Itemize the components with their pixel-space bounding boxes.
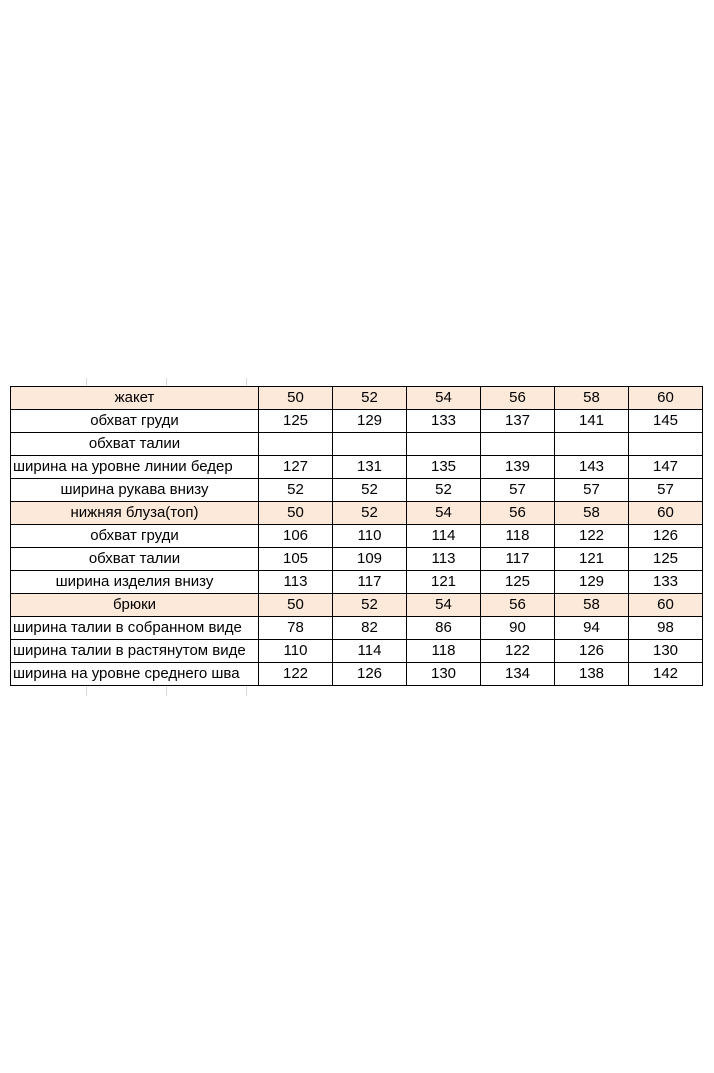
size-header-cell: 58 bbox=[555, 502, 629, 525]
size-header-cell: 58 bbox=[555, 387, 629, 410]
value-cell: 86 bbox=[407, 617, 481, 640]
value-cell: 137 bbox=[481, 410, 555, 433]
size-header-cell: 60 bbox=[629, 594, 703, 617]
section-title-cell: брюки bbox=[11, 594, 259, 617]
value-cell: 134 bbox=[481, 663, 555, 686]
value-cell: 117 bbox=[333, 571, 407, 594]
value-cell: 114 bbox=[407, 525, 481, 548]
value-cell: 125 bbox=[259, 410, 333, 433]
value-cell: 138 bbox=[555, 663, 629, 686]
table-row bbox=[11, 433, 703, 456]
table-row bbox=[11, 410, 703, 433]
value-cell: 125 bbox=[481, 571, 555, 594]
measurement-name-cell: обхват груди bbox=[11, 525, 259, 548]
value-cell: 129 bbox=[333, 410, 407, 433]
size-header-cell: 54 bbox=[407, 502, 481, 525]
value-cell bbox=[555, 433, 629, 456]
value-cell: 52 bbox=[407, 479, 481, 502]
value-cell: 133 bbox=[407, 410, 481, 433]
value-cell: 126 bbox=[629, 525, 703, 548]
size-header-cell: 54 bbox=[407, 594, 481, 617]
value-cell: 113 bbox=[259, 571, 333, 594]
measurement-name-cell: ширина на уровне линии бедер bbox=[11, 456, 259, 479]
measurement-name-cell: обхват талии bbox=[11, 433, 259, 456]
value-cell: 78 bbox=[259, 617, 333, 640]
size-header-cell: 60 bbox=[629, 387, 703, 410]
value-cell bbox=[407, 433, 481, 456]
table-row bbox=[11, 640, 703, 663]
value-cell: 126 bbox=[333, 663, 407, 686]
size-header-cell: 54 bbox=[407, 387, 481, 410]
value-cell: 127 bbox=[259, 456, 333, 479]
table-row bbox=[11, 525, 703, 548]
value-cell: 106 bbox=[259, 525, 333, 548]
value-cell bbox=[333, 433, 407, 456]
value-cell: 98 bbox=[629, 617, 703, 640]
value-cell: 105 bbox=[259, 548, 333, 571]
section-title-cell: нижняя блуза(топ) bbox=[11, 502, 259, 525]
value-cell: 121 bbox=[555, 548, 629, 571]
value-cell: 135 bbox=[407, 456, 481, 479]
spreadsheet-region bbox=[10, 378, 714, 696]
value-cell: 94 bbox=[555, 617, 629, 640]
table-row bbox=[11, 663, 703, 686]
size-chart-table bbox=[10, 386, 703, 686]
gridline-stub bbox=[246, 378, 247, 386]
gridline-stub bbox=[246, 686, 247, 696]
gridline-stub bbox=[86, 378, 87, 386]
value-cell: 109 bbox=[333, 548, 407, 571]
value-cell: 82 bbox=[333, 617, 407, 640]
measurement-name-cell: ширина талии в собранном виде bbox=[11, 617, 259, 640]
size-header-cell: 56 bbox=[481, 502, 555, 525]
size-header-cell: 52 bbox=[333, 594, 407, 617]
table-row bbox=[11, 548, 703, 571]
value-cell: 125 bbox=[629, 548, 703, 571]
size-header-cell: 50 bbox=[259, 594, 333, 617]
value-cell: 117 bbox=[481, 548, 555, 571]
value-cell: 143 bbox=[555, 456, 629, 479]
value-cell: 57 bbox=[481, 479, 555, 502]
value-cell: 126 bbox=[555, 640, 629, 663]
value-cell: 110 bbox=[259, 640, 333, 663]
size-header-cell: 56 bbox=[481, 387, 555, 410]
value-cell: 121 bbox=[407, 571, 481, 594]
measurement-name-cell: ширина рукава внизу bbox=[11, 479, 259, 502]
value-cell: 57 bbox=[629, 479, 703, 502]
value-cell: 133 bbox=[629, 571, 703, 594]
size-header-cell: 50 bbox=[259, 502, 333, 525]
value-cell: 147 bbox=[629, 456, 703, 479]
value-cell: 130 bbox=[629, 640, 703, 663]
measurement-name-cell: ширина талии в растянутом виде bbox=[11, 640, 259, 663]
gridline-stub bbox=[86, 686, 87, 696]
size-header-cell: 52 bbox=[333, 387, 407, 410]
section-header-row bbox=[11, 594, 703, 617]
value-cell: 130 bbox=[407, 663, 481, 686]
value-cell: 114 bbox=[333, 640, 407, 663]
table-row bbox=[11, 479, 703, 502]
value-cell: 131 bbox=[333, 456, 407, 479]
section-title-cell: жакет bbox=[11, 387, 259, 410]
table-row bbox=[11, 617, 703, 640]
value-cell: 113 bbox=[407, 548, 481, 571]
value-cell: 145 bbox=[629, 410, 703, 433]
measurement-name-cell: ширина изделия внизу bbox=[11, 571, 259, 594]
section-header-row bbox=[11, 502, 703, 525]
value-cell: 122 bbox=[481, 640, 555, 663]
gridline-stub bbox=[166, 378, 167, 386]
measurement-name-cell: ширина на уровне среднего шва bbox=[11, 663, 259, 686]
table-row bbox=[11, 571, 703, 594]
value-cell: 118 bbox=[407, 640, 481, 663]
size-header-cell: 60 bbox=[629, 502, 703, 525]
measurement-name-cell: обхват талии bbox=[11, 548, 259, 571]
size-chart-body bbox=[11, 387, 703, 686]
size-header-cell: 58 bbox=[555, 594, 629, 617]
value-cell: 122 bbox=[555, 525, 629, 548]
value-cell bbox=[259, 433, 333, 456]
value-cell: 142 bbox=[629, 663, 703, 686]
value-cell: 57 bbox=[555, 479, 629, 502]
value-cell: 141 bbox=[555, 410, 629, 433]
value-cell: 110 bbox=[333, 525, 407, 548]
size-header-cell: 52 bbox=[333, 502, 407, 525]
value-cell: 52 bbox=[333, 479, 407, 502]
size-header-cell: 50 bbox=[259, 387, 333, 410]
measurement-name-cell: обхват груди bbox=[11, 410, 259, 433]
value-cell: 52 bbox=[259, 479, 333, 502]
value-cell bbox=[629, 433, 703, 456]
gridline-stub bbox=[166, 686, 167, 696]
value-cell: 122 bbox=[259, 663, 333, 686]
section-header-row bbox=[11, 387, 703, 410]
value-cell: 118 bbox=[481, 525, 555, 548]
size-header-cell: 56 bbox=[481, 594, 555, 617]
value-cell: 139 bbox=[481, 456, 555, 479]
value-cell: 129 bbox=[555, 571, 629, 594]
table-row bbox=[11, 456, 703, 479]
value-cell: 90 bbox=[481, 617, 555, 640]
value-cell bbox=[481, 433, 555, 456]
